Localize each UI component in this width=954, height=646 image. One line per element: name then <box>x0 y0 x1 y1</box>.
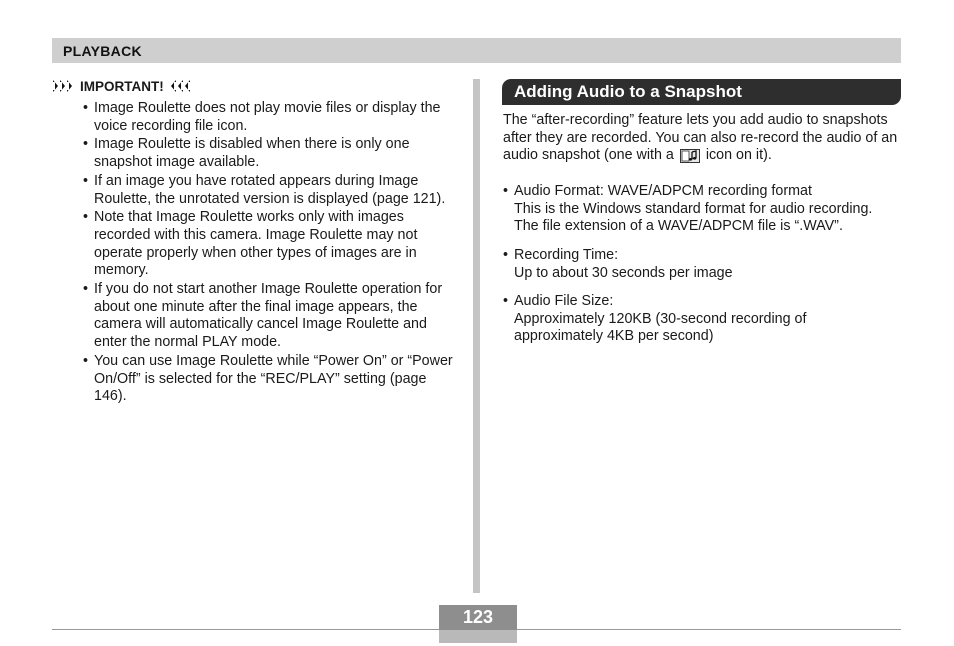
important-label: IMPORTANT! <box>80 78 164 94</box>
column-divider <box>473 79 480 593</box>
important-bullet-list <box>83 100 453 407</box>
chapter-title: PLAYBACK <box>63 43 142 59</box>
spec-label: • Audio File Size: <box>503 293 899 311</box>
spec-recording-time <box>503 247 899 282</box>
important-bullet: • Image Roulette does not play movie files or display the voice recording file icon. <box>83 100 453 135</box>
section-header-bar <box>52 38 901 63</box>
intro-text-after: icon on it). <box>705 147 772 164</box>
section-title-bar <box>502 79 901 105</box>
important-bullet: • If an image you have rotated appears during Image Roulette, the unrotated version is displayed (page 121). <box>83 173 453 208</box>
section-intro <box>503 112 899 165</box>
spec-detail: This is the Windows standard format for audio recording. The file extension of a WAVE/ADPCM file is “.WAV”. <box>514 200 873 235</box>
page-number: 123 <box>439 605 517 630</box>
important-bullet: • Image Roulette is disabled when there is only one snapshot image available. <box>83 136 453 171</box>
spec-label: • Audio Format: WAVE/ADPCM recording format <box>503 183 899 201</box>
important-bullet: • You can use Image Roulette while “Power On” or “Power On/Off” is selected for the “REC/PLAY” setting (page 146). <box>83 353 453 406</box>
page-number-box <box>439 605 517 643</box>
important-bullet: • If you do not start another Image Roulette operation for about one minute after the final image appears, the camera will automatically cancel Image Roulette and enter the normal PLAY mode. <box>83 281 453 352</box>
important-left-arrows-icon <box>52 80 74 92</box>
spec-label: • Recording Time: <box>503 247 899 265</box>
important-right-arrows-icon <box>170 80 192 92</box>
spec-detail: Up to about 30 seconds per image <box>514 264 733 281</box>
important-bullet: • Note that Image Roulette works only with images recorded with this camera. Image Roulette may not operate properly when other types of images are in memory. <box>83 209 453 280</box>
page-number-tab <box>439 630 517 643</box>
spec-audio-format <box>503 183 899 236</box>
intro-text-before: The “after-recording” feature lets you add audio to snapshots after they are recorded. You can also re-record the audio of an audio snapshot (one with a <box>503 112 898 164</box>
spec-detail: Approximately 120KB (30-second recording of approximately 4KB per second) <box>514 310 807 345</box>
section-title: Adding Audio to a Snapshot <box>514 82 742 101</box>
important-heading <box>52 78 192 94</box>
audio-snapshot-icon <box>680 149 700 163</box>
spec-audio-file-size <box>503 293 899 346</box>
